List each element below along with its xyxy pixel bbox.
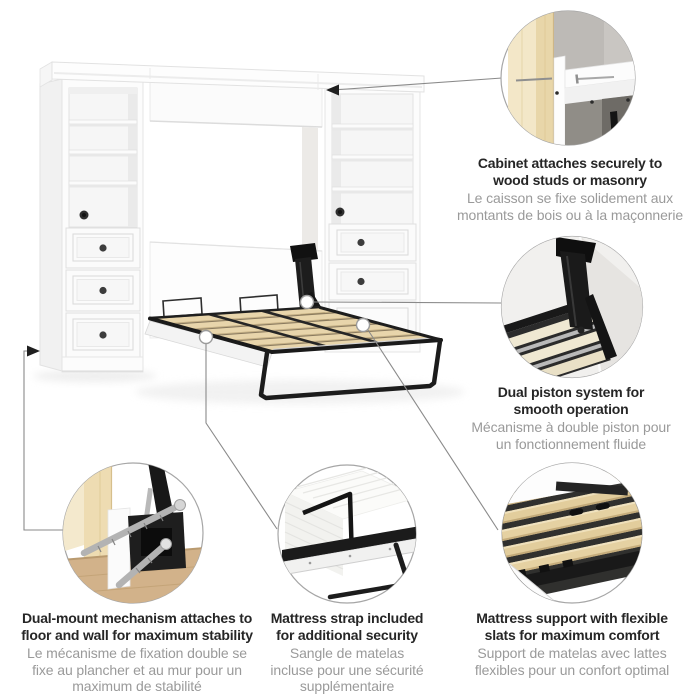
callout-image-dual-mount bbox=[62, 458, 204, 604]
callout-text-cabinet-attachment bbox=[457, 155, 683, 223]
left-drawers bbox=[66, 228, 140, 357]
callout-title-en: Dual piston system for smooth operation bbox=[497, 384, 645, 417]
drawer bbox=[66, 270, 140, 311]
drawer bbox=[66, 228, 140, 268]
callout-title-fr: Mécanisme à double piston pour un fonctionnement fluide bbox=[471, 419, 671, 452]
drawer-knob bbox=[99, 331, 106, 338]
callout-text-dual-mount bbox=[21, 610, 253, 695]
product-illustration bbox=[40, 62, 442, 398]
callout-title-en: Cabinet attaches securely to wood studs or masonry bbox=[477, 155, 663, 188]
callout-title-en: Mattress strap included for additional security bbox=[270, 610, 424, 643]
drawer-knob bbox=[99, 287, 106, 294]
callout-title-fr: Le caisson se fixe solidement aux montants de bois ou à la maçonnerie bbox=[456, 190, 684, 223]
callout-image-mattress-strap bbox=[278, 465, 420, 603]
opening-interior-shadow bbox=[302, 127, 318, 250]
callout-text-mattress-strap bbox=[270, 610, 423, 695]
hotspot-slats bbox=[357, 319, 370, 332]
callout-title-en: Mattress support with flexible slats for maximum comfort bbox=[476, 610, 668, 643]
callout-title-fr: Support de matelas avec lattes flexibles pour un confort optimal bbox=[474, 645, 670, 678]
left-storage-tower bbox=[40, 62, 143, 372]
arrow-right-icon bbox=[27, 346, 40, 357]
callout-image-cabinet-attachment bbox=[501, 8, 646, 148]
callout-image-mattress-support bbox=[425, 449, 700, 615]
drawer-knob bbox=[357, 278, 364, 285]
callout-title-fr: Le mécanisme de fixation double se fixe au plancher et au mur pour un maximum de stabilité bbox=[27, 645, 247, 694]
drawer-knob bbox=[357, 239, 364, 246]
callout-text-mattress-support bbox=[475, 610, 669, 678]
callout-text-dual-piston bbox=[471, 384, 670, 452]
callout-image-dual-piston bbox=[458, 236, 643, 403]
callout-title-en: Dual-mount mechanism attaches to floor and wall for maximum stability bbox=[21, 610, 253, 643]
hotspot-strap bbox=[200, 331, 213, 344]
header-bridge bbox=[150, 82, 322, 250]
drawer bbox=[329, 224, 416, 261]
left-shelf-cavity bbox=[69, 88, 137, 227]
hotspot-piston bbox=[301, 296, 314, 309]
drawer bbox=[66, 313, 140, 357]
drawer-knob bbox=[99, 244, 106, 251]
drawer bbox=[329, 263, 416, 300]
callout-title-fr: Sangle de matelas incluse pour une sécurité supplémentaire bbox=[270, 645, 424, 694]
